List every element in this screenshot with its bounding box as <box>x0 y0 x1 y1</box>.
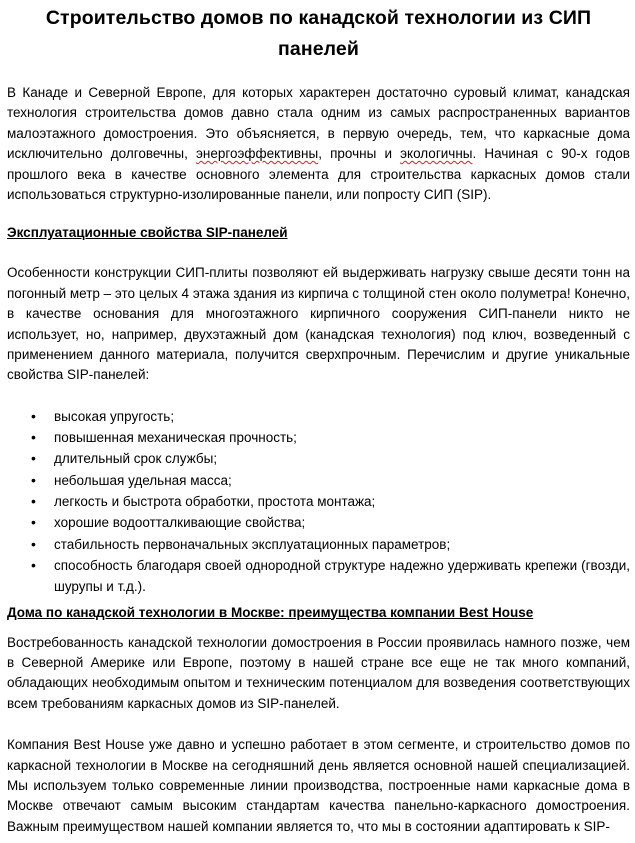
list-item <box>31 555 630 598</box>
bullet-icon: • <box>31 429 36 446</box>
list-item <box>31 470 630 491</box>
bullet-icon: • <box>31 535 36 552</box>
bullet-icon: • <box>31 514 36 531</box>
bullet-icon: • <box>31 493 36 510</box>
features-list <box>7 406 630 598</box>
intro-paragraph <box>7 83 630 205</box>
list-item <box>31 491 630 512</box>
list-item <box>31 448 630 469</box>
list-item-text: повышенная механическая прочность; <box>54 430 297 446</box>
bullet-icon: • <box>31 556 36 573</box>
spellcheck-word-energy: энергоэффективны <box>195 146 319 162</box>
page-title: Строительство домов по канадской технологии из СИП панелей <box>45 7 592 60</box>
sip-properties-paragraph: Особенности конструкции СИП-плиты позволяют ей выдерживать нагрузку свыше десяти тонн на погонный метр – это целых 4 этажа здания из кирпича с толщиной стен около полуметра! Конечно, в качестве основания для многоэтажного кирпичного сооружения СИП-панели никто не использует, но, например, двухэтажный дом (канадская технология) под ключ, возведенный с применением данного материала, получится сверхпрочным. Перечислим и другие уникальные свойства SIP-панелей: <box>7 265 630 383</box>
bullet-icon: • <box>31 407 36 424</box>
list-item-text: хорошие водоотталкивающие свойства; <box>54 515 306 531</box>
intro-text-end: . Начиная с 90-х годов прошлого века в качестве основного элемента для строительства каркасных домов стали использоваться структурно-изолированные панели, или попросту СИП (SIP). <box>7 146 630 203</box>
intro-text-start: В Канаде и Северной Европе, для которых характерен достаточно суровый климат, канадская технология строительства домов давно стала одним из самых распространенных вариантов малоэтажного домостроения. Это объясняется, в первую очередь, тем, что каркасные дома исключительно долговечны, <box>7 85 630 162</box>
list-item <box>31 406 630 427</box>
spellcheck-word-eco: экологичны <box>400 146 473 162</box>
list-item-text: легкость и быстрота обработки, простота монтажа; <box>54 494 376 510</box>
list-item <box>31 512 630 533</box>
company-paragraph: Компания Best House уже давно и успешно работает в этом сегменте, и строительство домов по каркасной технологии в Москве на сегодняшний день является основной нашей специализацией. Мы используем только современные линии производства, построенные нами каркасные дома в Москве отвечают самым высоким стандартам качества панельно-каркасного домостроения. Важным преимуществом нашей компании является то, что мы в состоянии адаптировать к SIP- <box>7 737 630 834</box>
list-item-text: стабильность первоначальных эксплуатационных параметров; <box>54 536 451 552</box>
list-item-text: небольшая удельная масса; <box>54 472 232 488</box>
list-item-text: высокая упругость; <box>54 408 175 424</box>
list-item <box>31 427 630 448</box>
bullet-icon: • <box>31 471 36 488</box>
demand-paragraph: Востребованность канадской технологии домостроения в России проявилась намного позже, чем в Северной Америке или Европе, поэтому в нашей стране все еще не так много компаний, обладающих необходимым опытом и техническим потенциалом для возведения соответствующих всем требованиям каркасных домов из SIP-панелей. <box>7 634 630 711</box>
section-heading-sip-properties: Эксплуатационные свойства SIP-панелей <box>7 225 288 241</box>
bullet-icon: • <box>31 450 36 467</box>
list-item-text: способность благодаря своей однородной структуре надежно удерживать крепежи (гвозди, шурупы и т.д.). <box>54 557 630 595</box>
intro-text-middle: , прочны и <box>318 146 401 162</box>
section-heading-moscow: Дома по канадской технологии в Москве: преимущества компании Best House <box>7 604 534 620</box>
list-item <box>31 534 630 555</box>
list-item-text: длительный срок службы; <box>54 451 218 467</box>
